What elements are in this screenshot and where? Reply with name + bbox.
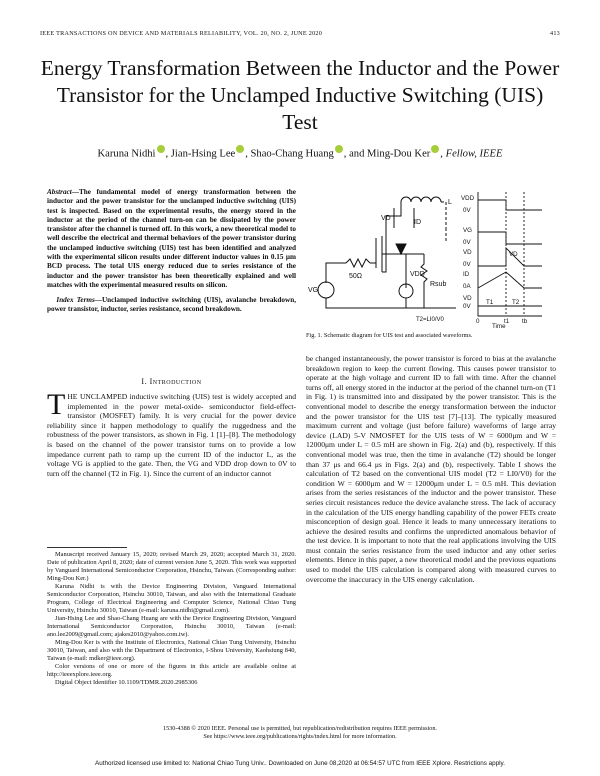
svg-text:0V: 0V — [463, 261, 471, 268]
section-heading: I. Introduction — [141, 377, 202, 386]
footnote-rule — [47, 547, 127, 548]
inductor-symbol — [401, 197, 441, 202]
footnote: Ming-Dou Ker is with the Institute of Electronics, National Chiao Tung University, Hsinchu 30010, Taiwan, and also with the Department of Electronics, I-Shou University, Kaohsiung 840, Taiwan (e-mail: mdker@ieee.org). — [47, 639, 296, 662]
footnote: Jian-Hsing Lee and Shao-Chang Huang are with the Device Engineering Division, Vanguard International Semiconductor Corporation, Hsinchu 30010, Taiwan (e-mail: ano.lee2009@gmail.com; ajakes2010@yahoo.com.tw). — [47, 615, 296, 638]
index-terms-label: Index Terms— — [56, 296, 102, 304]
copyright-notice: 1530-4388 © 2020 IEEE. Personal use is permitted, but republication/redistribution requires IEEE permission. See https://www.ieee.org/publications/rights/index.html for more information. — [40, 725, 560, 741]
rsub-resistor — [421, 254, 427, 308]
author-suffix: Fellow, IEEE — [445, 148, 503, 160]
page-number: 413 — [549, 30, 560, 37]
svg-text:VG: VG — [463, 227, 472, 234]
rights-link[interactable]: See https://www.ieee.org/publications/rights/index.html for more information. — [203, 733, 397, 740]
footnote: Digital Object Identifier 10.1109/TDMR.2020.2985306 — [55, 679, 198, 686]
orcid-icon[interactable] — [157, 145, 165, 153]
vg-waveform — [478, 232, 542, 244]
paper-title: Energy Transformation Between the Inductor and the Power Transistor for the Unclamped Inductive Switching (UIS) Test — [40, 56, 560, 134]
label-rsub: Rsub — [430, 281, 447, 288]
label-50ohm: 50Ω — [349, 273, 363, 280]
svg-text:VD: VD — [463, 295, 472, 302]
index-terms — [47, 296, 296, 315]
vg-source — [318, 282, 334, 298]
resistor-50ohm — [346, 259, 370, 267]
svg-text:T2: T2 — [512, 299, 520, 306]
svg-text:VD: VD — [509, 251, 518, 258]
svg-text:Time: Time — [492, 323, 506, 328]
svg-text:0A: 0A — [463, 283, 471, 290]
running-header: IEEE TRANSACTIONS ON DEVICE AND MATERIALS RELIABILITY, VOL. 20, NO. 2, JUNE 2020 — [40, 30, 323, 37]
intro-paragraph: THE UNCLAMPED inductive switching (UIS) test is widely accepted and implemented in the power metal-oxide- semiconductor field-effect-transistor (MOSFET) family. It is very crucial for the power device reliability since it happen methodology to qualify the ruggedness and the robustness of the power transistors, as shown in Fig. 1 [1]–[8]. The methodology is based on the channel of the power transistor turns on to provide a low impedance current path to ramp up the current ID of the inductor L, as the voltage VG is applied to the gate. Then, the VG and VDD drop down to 0V to turn off the channel (T2 in Fig. 1). Since the current of an inductor cannot — [47, 388, 296, 478]
author-name: Karuna Nidhi — [97, 148, 156, 160]
svg-text:0V: 0V — [463, 239, 471, 246]
svg-text:0V: 0V — [463, 303, 471, 310]
vdd-waveform — [478, 200, 542, 210]
svg-text:VDD: VDD — [461, 195, 475, 202]
label-vdd: VDD — [410, 271, 425, 278]
author-name: Jian-Hsing Lee — [170, 148, 236, 160]
footnote: Manuscript received January 15, 2020; revised March 29, 2020; accepted March 31, 2020. Date of publication April 8, 2020; date of current version June 5, 2020. This work was supported by Vanguard International Semiconductor Corporation, Hsinchu, Taiwan. (Corresponding author: Ming-Dou Ker.) — [47, 551, 296, 582]
index-terms-text: Unclamped inductive switching (UIS), avalanche breakdown, power transistor, inductor, series resistance, second breakdown. — [47, 296, 296, 314]
author-name: Shao-Chang Huang — [250, 148, 334, 160]
svg-text:T1: T1 — [486, 299, 494, 306]
author-list: Karuna Nidhi , Jian-Hsing Lee , Shao-Chang Huang , and Ming-Dou Ker , Fellow, IEEE — [40, 144, 560, 160]
download-notice: Authorized licensed use limited to: National Chiao Tung Univ.. Downloaded on June 08,2020 at 06:54:57 UTC from IEEE Xplore. Restrictions apply. — [95, 760, 505, 767]
svg-text:tb: tb — [522, 318, 528, 325]
label-t2-formula: T2=LI0/V0 — [416, 317, 444, 323]
label-vg: VG — [308, 287, 319, 294]
footnotes — [47, 551, 296, 687]
footnote: Color versions of one or more of the figures in this article are available online at http://ieeexplore.ieee.org. — [47, 663, 296, 678]
drop-cap: T — [47, 388, 66, 421]
label-l: L — [448, 199, 452, 206]
label-id: ID — [414, 219, 421, 226]
svg-text:ID: ID — [463, 271, 470, 278]
circuit-schematic — [318, 197, 456, 308]
orcid-icon[interactable] — [431, 145, 439, 153]
abstract-text: The fundamental model of energy transformation between the inductor and the power transistor for the unclamped inductive switching (UIS) test is inspected. Based on the experimental results, the energy stored in the inductor at the period of the channel turn-on can be dissipated by the power transistor after the channel is turned off. In this work, a new theoretical model to well describe the electrical and thermal behaviors of the power transistor during the unclamped inductive switching (UIS) test has been identified and analyzed with the experimental silicon results under different inductor values in 0.15 μm BCD process. The total UIS energy reduced due to series resistance of the inductor and the power transistor has been theoretically explained and well matches with the experimental measured results on silicon. — [47, 188, 296, 289]
right-column-text: be changed instantaneously, the power transistor is forced to bias at the avalanche breakdown region to keep the current flowing. This causes power transistor to operate at the high voltage and current ID to fall with time. After the channel turns off, all energy stored in the inductor at the period of the channel turn-on (T1 in Fig. 1) is transmitted into and dissipated by the power transistor. This is the conventional model to describe the energy transformation between the inductor and the power transistor for the UIS test [7]–[13]. The typically measured maximum current and voltage (just before failure) waveforms of large array device (LAD) 5-V NMOSFET for the UIS tests of W = 6000μm and W = 12000μm under L = 0.5 mH are shown in Fig. 2(a) and (b), respectively. If this conventional model was true, then the time in avalanche (T2) should be longer than 37 μs and 66.4 μs in Figs. 2(a) and (b), respectively. Table I shows the calculation of T2 based on the conventional UIS model (T2 = LI0/V0) for the condition W = 6000μm and W = 12000μm under L = 0.5 mH. This deviation arises from the series resistances of the inductor and the power transistor. These series circuit resistances reduce the device avalanche stress. The lack of accuracy in the calculation of the UIS energy handling capability of the power FETs create misconception of design goal. Hence it leads to many unnecessary iterations to achieve the desired results and confirms the unpredicted anomalous behavior of the test device. It is important to note that the real applications involving the UIS must contain the series resistance from the used inductor and any other series elements. Hence in this paper, a new theoretical model and the previous equations used to model the UIS calculation is compared along with measured curves to overcome the inaccuracy in the UIS energy calculation. — [306, 354, 556, 584]
orcid-icon[interactable] — [236, 145, 244, 153]
svg-text:0: 0 — [476, 318, 480, 325]
figure-caption: Fig. 1. Schematic diagram for UIS test and associated waveforms. — [306, 332, 473, 339]
svg-text:t1: t1 — [504, 318, 510, 325]
svg-text:0V: 0V — [463, 207, 471, 214]
id-waveform — [478, 272, 542, 288]
footnote: Karuna Nidhi is with the Device Engineering Division, Vanguard International Semiconductor Corporation, Hsinchu 30010, Taiwan, and also with the International Graduate Program, College of Electrical Engineering and Computer Science, National Chiao Tung University, Hsinchu 30010, Taiwan (e-mail: karuna.nidhi@gmail.com). — [47, 583, 296, 614]
abstract-label: Abstract— — [47, 188, 79, 196]
orcid-icon[interactable] — [335, 145, 343, 153]
svg-text:VD: VD — [463, 249, 472, 256]
author-name: and Ming-Dou Ker — [349, 148, 431, 160]
abstract — [47, 188, 296, 290]
diode-symbol — [396, 244, 406, 254]
uis-figure — [306, 188, 556, 328]
label-vd: VD — [381, 215, 391, 222]
